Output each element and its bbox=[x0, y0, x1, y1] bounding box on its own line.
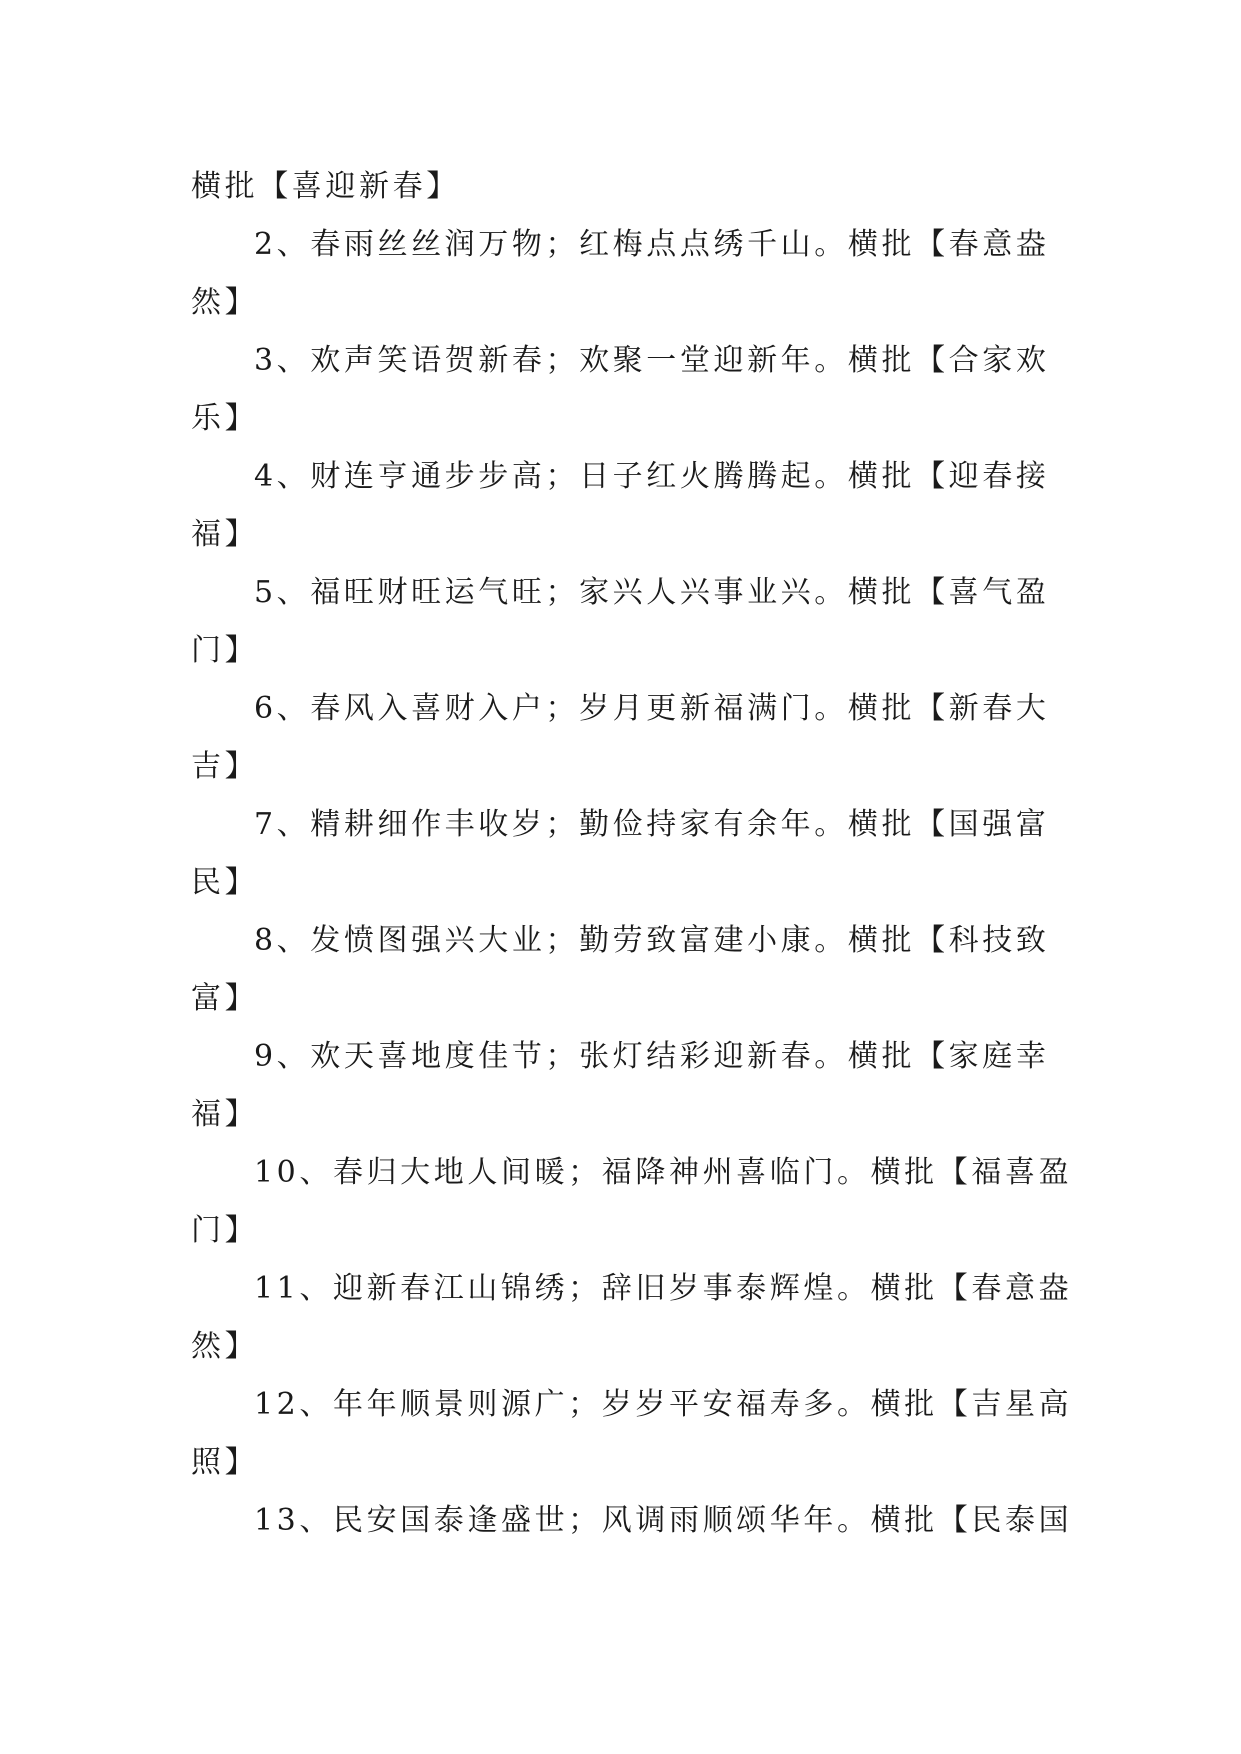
text-line: 横批【喜迎新春】 bbox=[191, 169, 460, 204]
text-line: 10、春归大地人间暖；福降神州喜临门。横批【福喜盈 bbox=[254, 1155, 1073, 1190]
text-line: 2、春雨丝丝润万物；红梅点点绣千山。横批【春意盎 bbox=[254, 227, 1050, 262]
text-line: 12、年年顺景则源广；岁岁平安福寿多。横批【吉星高 bbox=[254, 1387, 1073, 1422]
text-line: 然】 bbox=[191, 285, 259, 320]
text-line: 吉】 bbox=[191, 749, 259, 784]
text-line: 8、发愤图强兴大业；勤劳致富建小康。横批【科技致 bbox=[254, 923, 1050, 958]
document-body bbox=[191, 158, 1073, 1550]
text-line: 3、欢声笑语贺新春；欢聚一堂迎新年。横批【合家欢 bbox=[254, 343, 1050, 378]
text-line: 6、春风入喜财入户；岁月更新福满门。横批【新春大 bbox=[254, 691, 1050, 726]
text-line: 乐】 bbox=[191, 401, 259, 436]
text-line: 9、欢天喜地度佳节；张灯结彩迎新春。横批【家庭幸 bbox=[254, 1039, 1050, 1074]
text-line: 民】 bbox=[191, 865, 259, 900]
text-line: 门】 bbox=[191, 633, 259, 668]
text-line: 然】 bbox=[191, 1329, 259, 1364]
text-line: 照】 bbox=[191, 1445, 259, 1480]
text-line: 门】 bbox=[191, 1213, 259, 1248]
text-line: 5、福旺财旺运气旺；家兴人兴事业兴。横批【喜气盈 bbox=[254, 575, 1050, 610]
text-line: 福】 bbox=[191, 517, 259, 552]
text-line: 富】 bbox=[191, 981, 259, 1016]
text-line: 7、精耕细作丰收岁；勤俭持家有余年。横批【国强富 bbox=[254, 807, 1050, 842]
text-line: 11、迎新春江山锦绣；辞旧岁事泰辉煌。横批【春意盎 bbox=[254, 1271, 1073, 1306]
text-line: 13、民安国泰逢盛世；风调雨顺颂华年。横批【民泰国 bbox=[254, 1503, 1073, 1538]
text-line: 4、财连亨通步步高；日子红火腾腾起。横批【迎春接 bbox=[254, 459, 1050, 494]
text-line: 福】 bbox=[191, 1097, 259, 1132]
